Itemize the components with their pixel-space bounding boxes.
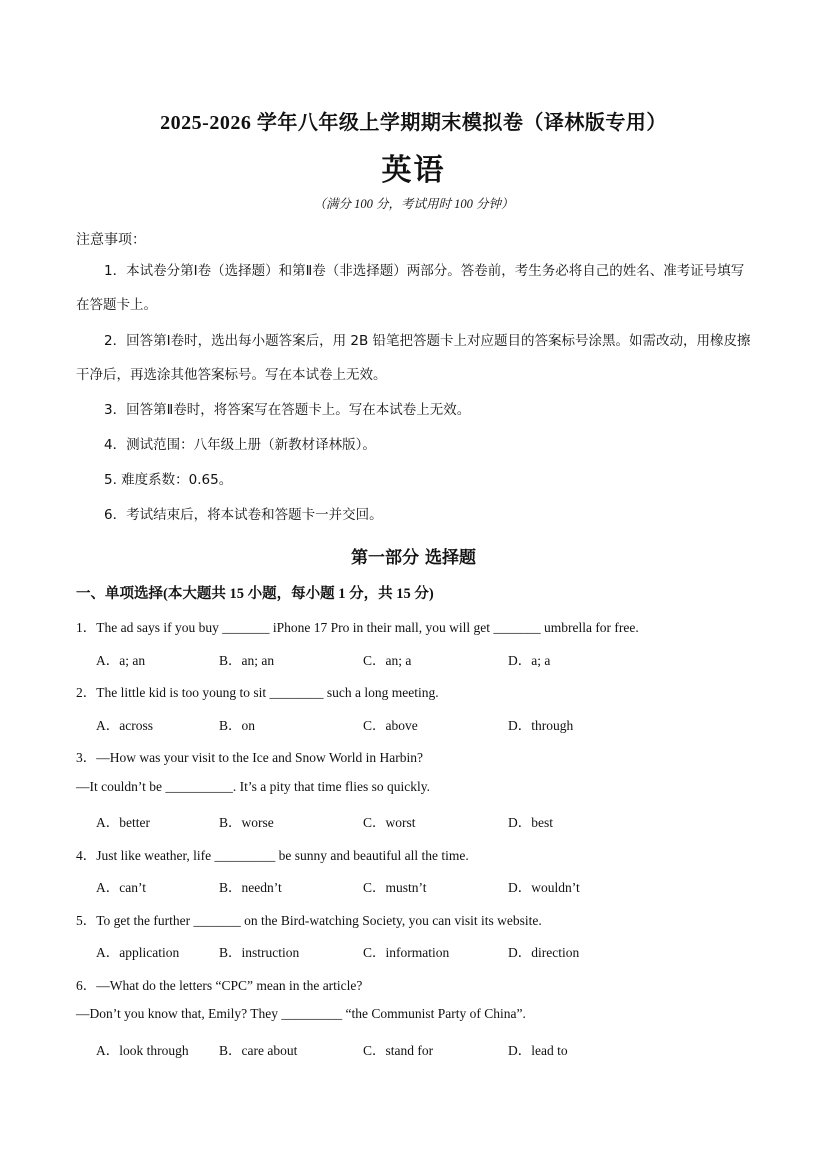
notice-item: 5. 难度系数：0.65。 [104,472,233,488]
section-title: 第一部分 选择题 [351,548,476,568]
option-b: B．needn’t [219,880,282,895]
option-c: C．worst [363,815,416,830]
option-b: B．worse [219,815,274,830]
option-a: A．application [96,945,180,960]
option-c: C．stand for [363,1043,434,1058]
option-d: D．best [508,815,553,830]
subject-title: 英语 [381,154,446,187]
question-stem: 4．Just like weather, life _________ be sunny and beautiful all the time. [76,848,469,863]
option-c: C．an; a [363,653,412,668]
question-stem: 1．The ad says if you buy _______ iPhone 17 Pro in their mall, you will get _______ umbrella for free. [76,620,639,635]
option-a: A．look through [96,1043,189,1058]
exam-title: 2025-2026 学年八年级上学期期末模拟卷（译林版专用） [160,112,667,134]
option-c: C．information [363,945,450,960]
question-stem: 3．—How was your visit to the Ice and Snow World in Harbin? [76,750,423,765]
question-stem: 6．—What do the letters “CPC” mean in the article? [76,978,363,993]
notice-heading: 注意事项： [76,232,146,248]
notice-item: 6．考试结束后，将本试卷和答题卡一并交回。 [104,507,383,523]
option-c: C．above [363,718,418,733]
question-stem: 2．The little kid is too young to sit ________ such a long meeting. [76,685,439,700]
notice-item: 1．本试卷分第Ⅰ卷（选择题）和第Ⅱ卷（非选择题）两部分。答卷前，考生务必将自己的姓名、准考证号填写在答题卡上。 [76,263,745,313]
option-a: A．better [96,815,150,830]
score-info: （满分 100 分，考试用时 100 分钟） [313,197,514,211]
option-b: B．an; an [219,653,275,668]
option-c: C．mustn’t [363,880,427,895]
option-a: A．a; an [96,653,146,668]
option-d: D．lead to [508,1043,568,1058]
part-heading: 一、单项选择(本大题共 15 小题，每小题 1 分，共 15 分) [76,586,434,602]
option-a: A．across [96,718,153,733]
question-stem-line2: —Don’t you know that, Emily? They _________ “the Communist Party of China”. [76,1006,526,1021]
notice-item: 2．回答第Ⅰ卷时，选出每小题答案后，用 2B 铅笔把答题卡上对应题目的答案标号涂黑。如需改动，用橡皮擦干净后，再选涂其他答案标号。写在本试卷上无效。 [76,333,751,383]
notice-item: 3．回答第Ⅱ卷时，将答案写在答题卡上。写在本试卷上无效。 [104,402,471,418]
option-b: B．instruction [219,945,300,960]
question-stem: 5．To get the further _______ on the Bird-watching Society, you can visit its website. [76,913,542,928]
notice-item: 4．测试范围：八年级上册（新教材译林版）。 [104,437,376,453]
option-d: D．through [508,718,574,733]
option-a: A．can’t [96,880,146,895]
option-d: D．a; a [508,653,551,668]
option-d: D．direction [508,945,580,960]
question-stem-line2: —It couldn’t be __________. It’s a pity that time flies so quickly. [76,779,430,794]
option-d: D．wouldn’t [508,880,580,895]
option-b: B．care about [219,1043,298,1058]
option-b: B．on [219,718,256,733]
